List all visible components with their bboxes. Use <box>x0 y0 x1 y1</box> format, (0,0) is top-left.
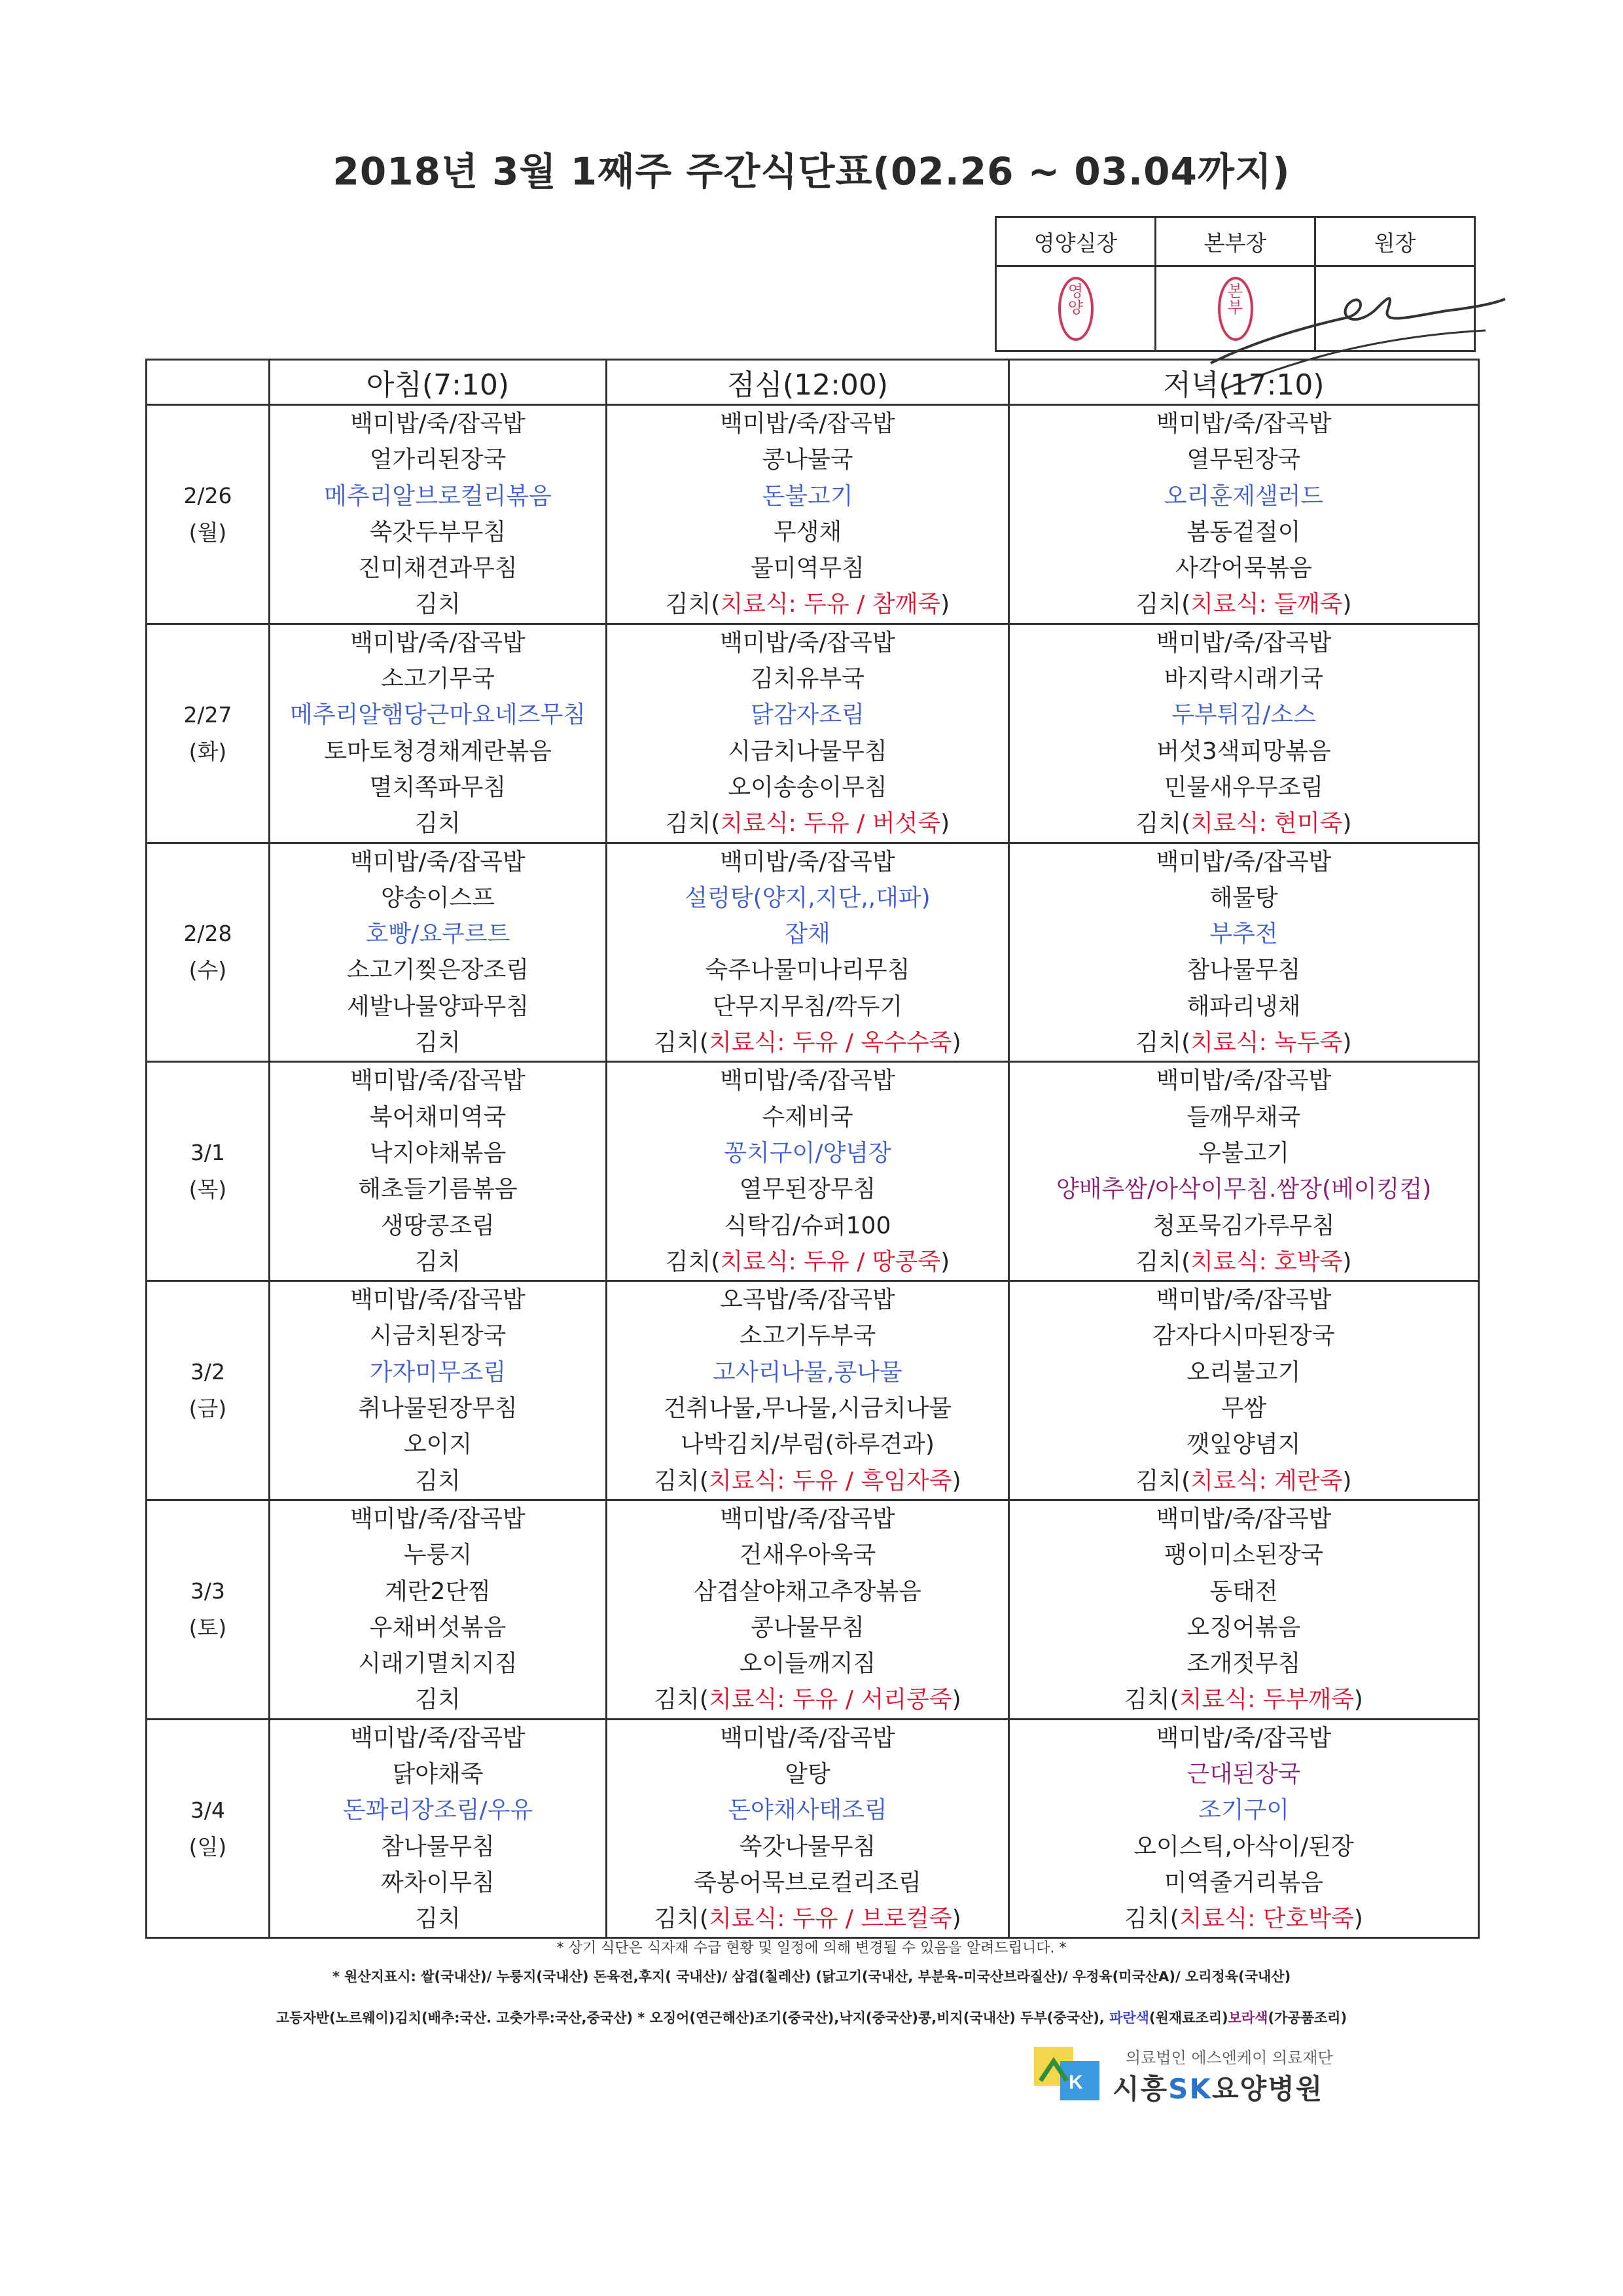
day-label-cell <box>147 1062 270 1281</box>
day-row <box>147 843 1479 1062</box>
menu-item: 백미밥/죽/잡곡밥 <box>1156 629 1332 656</box>
menu-item: 소고기무국 <box>381 665 495 693</box>
approval-label: 본부장 <box>1156 217 1315 266</box>
menu-item: 생땅콩조림 <box>381 1212 495 1239</box>
lunch-cell <box>607 1719 1009 1938</box>
menu-item: 백미밥/죽/잡곡밥 <box>1156 1286 1332 1314</box>
menu-item: 김치 <box>415 591 461 618</box>
therapeutic-diet-note: 치료식: 현미죽 <box>1190 810 1343 838</box>
menu-item: 바지락시래기국 <box>1164 665 1324 693</box>
menu-item: 백미밥/죽/잡곡밥 <box>1156 1724 1332 1752</box>
menu-item: 취나물된장무침 <box>358 1395 518 1422</box>
menu-item: 조개젓무침 <box>1186 1650 1301 1678</box>
menu-item: 청포묵김가루무침 <box>1152 1212 1335 1239</box>
menu-item: 고사리나물,콩나물 <box>713 1358 902 1386</box>
dinner-cell <box>1009 624 1479 843</box>
menu-item: 백미밥/죽/잡곡밥 <box>720 629 895 656</box>
menu-item: 김치(치료식: 두유 / 브로컬죽) <box>654 1905 961 1933</box>
menu-item: 봄동겉절이 <box>1186 518 1301 546</box>
origin-text-line2: 고등자반(노르웨이)김치(배추:국산. 고춧가루:국산,중국산) * 오징어(연근해산)조기(중국산),낙지(중국산)콩,비지(국내산) 두부(중국산), 파란색(원재료조리)보라색(가공품조리) <box>276 2010 1347 2026</box>
therapeutic-diet-note: 치료식: 들깨죽 <box>1190 591 1343 618</box>
lunch-cell <box>607 1281 1009 1500</box>
menu-item: 열무된장국 <box>1186 446 1301 474</box>
therapeutic-diet-note: 치료식: 계란죽 <box>1190 1467 1343 1494</box>
menu-item: 돈꽈리장조림/우유 <box>342 1797 533 1824</box>
therapeutic-diet-note: 치료식: 녹두죽 <box>1190 1029 1343 1057</box>
menu-item: 물미역무침 <box>751 555 865 582</box>
therapeutic-diet-note: 치료식: 두유 / 땅콩죽 <box>720 1248 941 1275</box>
menu-item: 오징어볶음 <box>1186 1614 1301 1641</box>
menu-item: 김치(치료식: 들깨죽) <box>1135 591 1352 618</box>
breakfast-header: 아침(7:10) <box>270 360 607 405</box>
menu-item: 오리불고기 <box>1186 1358 1301 1386</box>
therapeutic-diet-note: 치료식: 두유 / 흑임자죽 <box>708 1467 952 1494</box>
menu-item: 삼겹살야채고추장볶음 <box>694 1578 921 1605</box>
menu-item: 부추전 <box>1209 921 1278 948</box>
menu-item: 해물탕 <box>1209 884 1278 911</box>
menu-item: 누룽지 <box>403 1542 473 1569</box>
menu-item: 김치(치료식: 두유 / 버섯죽) <box>665 810 950 838</box>
menu-item: 잡채 <box>785 921 830 948</box>
day-weekday: (목) <box>188 1176 227 1203</box>
menu-item: 백미밥/죽/잡곡밥 <box>350 1724 526 1752</box>
approval-label: 영양실장 <box>996 217 1156 266</box>
menu-item: 김치(치료식: 호박죽) <box>1135 1248 1352 1275</box>
menu-item: 콩나물무침 <box>751 1614 865 1641</box>
menu-item: 소고기두부국 <box>739 1322 876 1350</box>
menu-item: 꽁치구이/양념장 <box>724 1139 891 1167</box>
seal-stamp-icon: 영 양 <box>1058 277 1094 341</box>
menu-item: 양송이스프 <box>381 884 495 911</box>
menu-item: 오이지 <box>403 1431 473 1458</box>
menu-item: 우불고기 <box>1198 1139 1290 1167</box>
menu-item: 백미밥/죽/잡곡밥 <box>350 848 526 875</box>
menu-item: 백미밥/죽/잡곡밥 <box>350 1505 526 1532</box>
therapeutic-diet-note: 치료식: 두유 / 브로컬죽 <box>708 1905 952 1933</box>
menu-item: 김치(치료식: 현미죽) <box>1135 810 1352 838</box>
lunch-cell <box>607 1500 1009 1719</box>
legend-blue: 파란색 <box>1109 2010 1149 2026</box>
day-label-cell <box>147 1719 270 1938</box>
breakfast-cell <box>270 1719 607 1938</box>
menu-item: 백미밥/죽/잡곡밥 <box>1156 410 1332 437</box>
menu-item: 식탁김/슈퍼100 <box>724 1212 891 1239</box>
day-label-cell <box>147 1281 270 1500</box>
page-title: 2018년 3월 1째주 주간식단표(02.26 ~ 03.04까지) <box>332 149 1291 194</box>
notice-text: * 상기 식단은 식자재 수급 현황 및 일정에 의해 변경될 수 있음을 알려드립니다. * <box>556 1940 1067 1956</box>
dinner-cell <box>1009 1281 1479 1500</box>
day-weekday: (토) <box>188 1614 227 1640</box>
menu-item: 김치 <box>415 1905 461 1933</box>
menu-item: 백미밥/죽/잡곡밥 <box>720 1724 895 1752</box>
dinner-header: 저녁(17:10) <box>1009 360 1479 405</box>
therapeutic-diet-note: 치료식: 두유 / 서리콩죽 <box>708 1686 952 1714</box>
menu-item: 김치(치료식: 계란죽) <box>1135 1467 1352 1494</box>
menu-item: 가자미무조림 <box>369 1358 507 1386</box>
menu-item: 사각어묵볶음 <box>1175 555 1312 582</box>
therapeutic-diet-note: 치료식: 호박죽 <box>1190 1248 1343 1275</box>
menu-item: 김치(치료식: 두유 / 땅콩죽) <box>665 1248 950 1275</box>
menu-item: 닭감자조림 <box>751 701 865 729</box>
day-date: 2/27 <box>183 701 232 728</box>
menu-item: 오이송송이무침 <box>728 773 887 801</box>
organization-name: 의료법인 에스엔케이 의료재단 <box>1126 2049 1333 2067</box>
menu-item: 얼가리된장국 <box>369 446 507 474</box>
breakfast-cell <box>270 405 607 624</box>
therapeutic-diet-note: 치료식: 두유 / 옥수수죽 <box>708 1029 952 1057</box>
menu-item: 감자다시마된장국 <box>1152 1322 1335 1350</box>
menu-item: 백미밥/죽/잡곡밥 <box>350 629 526 656</box>
menu-item: 동태전 <box>1209 1578 1278 1605</box>
hospital-name: 시흥SK요양병원 <box>1113 2073 1324 2105</box>
menu-item: 김치(치료식: 두유 / 흑임자죽) <box>654 1467 961 1494</box>
menu-item: 백미밥/죽/잡곡밥 <box>1156 848 1332 875</box>
menu-item: 근대된장국 <box>1186 1760 1301 1788</box>
day-weekday: (금) <box>188 1396 227 1422</box>
menu-item: 낙지야채볶음 <box>369 1139 507 1167</box>
menu-item: 북어채미역국 <box>369 1103 507 1131</box>
menu-item: 시금치나물무침 <box>728 737 887 765</box>
approval-label: 원장 <box>1315 217 1475 266</box>
lunch-cell <box>607 1062 1009 1281</box>
day-date: 3/3 <box>190 1578 226 1604</box>
svg-text:K: K <box>1069 2072 1083 2093</box>
menu-item: 백미밥/죽/잡곡밥 <box>720 410 895 437</box>
day-weekday: (월) <box>188 519 227 545</box>
breakfast-cell <box>270 1062 607 1281</box>
menu-body <box>147 405 1479 1938</box>
menu-item: 메추리알햄당근마요네즈무침 <box>289 701 586 729</box>
menu-item: 김치(치료식: 두유 / 참깨죽) <box>665 591 950 618</box>
menu-item: 백미밥/죽/잡곡밥 <box>720 848 895 875</box>
day-weekday: (수) <box>188 957 227 983</box>
dinner-cell <box>1009 843 1479 1062</box>
corner-header <box>147 360 270 405</box>
menu-item: 김치(치료식: 두부깨죽) <box>1124 1686 1363 1714</box>
menu-item: 단무지무침/깍두기 <box>712 993 903 1020</box>
menu-item: 백미밥/죽/잡곡밥 <box>350 1067 526 1095</box>
menu-item: 김치유부국 <box>751 665 865 693</box>
day-row <box>147 1719 1479 1938</box>
menu-item: 무생채 <box>773 518 842 546</box>
menu-item: 백미밥/죽/잡곡밥 <box>720 1067 895 1095</box>
menu-item: 시금치된장국 <box>369 1322 507 1350</box>
dinner-cell <box>1009 1719 1479 1938</box>
lunch-cell <box>607 624 1009 843</box>
menu-item: 오리훈제샐러드 <box>1164 482 1324 510</box>
day-date: 3/2 <box>190 1359 226 1385</box>
menu-item: 나박김치/부럼(하루견과) <box>681 1431 935 1458</box>
menu-item: 호빵/요쿠르트 <box>365 921 510 948</box>
menu-item: 우채버섯볶음 <box>369 1614 507 1641</box>
day-row <box>147 624 1479 843</box>
menu-item: 시래기멸치지짐 <box>358 1650 518 1678</box>
menu-item: 짜차이무침 <box>381 1869 495 1896</box>
menu-item: 무쌈 <box>1221 1395 1267 1422</box>
menu-item: 양배추쌈/아삭이무침.쌈장(베이킹컵) <box>1056 1176 1432 1203</box>
menu-item: 김치(치료식: 녹두죽) <box>1135 1029 1352 1057</box>
menu-item: 건새우아욱국 <box>739 1542 876 1569</box>
menu-item: 미역줄거리볶음 <box>1164 1869 1324 1896</box>
menu-item: 메추리알브로컬리볶음 <box>324 482 552 510</box>
menu-item: 오이들깨지짐 <box>739 1650 876 1678</box>
menu-item: 오곡밥/죽/잡곡밥 <box>720 1286 895 1314</box>
lunch-header: 점심(12:00) <box>607 360 1009 405</box>
menu-item: 멸치쪽파무침 <box>369 773 507 801</box>
menu-item: 세발나물양파무침 <box>346 993 529 1020</box>
menu-item: 해초들기름볶음 <box>358 1176 518 1203</box>
menu-item: 돈불고기 <box>762 482 853 510</box>
menu-item: 열무된장무침 <box>739 1176 876 1203</box>
menu-item: 들깨무채국 <box>1186 1103 1301 1131</box>
dinner-cell <box>1009 1500 1479 1719</box>
day-label-cell <box>147 843 270 1062</box>
day-label-cell <box>147 405 270 624</box>
menu-item: 깻잎양념지 <box>1186 1431 1301 1458</box>
therapeutic-diet-note: 치료식: 두유 / 참깨죽 <box>720 591 941 618</box>
menu-item: 백미밥/죽/잡곡밥 <box>350 1286 526 1314</box>
menu-item: 설렁탕(양지,지단,,대파) <box>685 884 931 911</box>
menu-item: 쑥갓나물무침 <box>739 1833 876 1860</box>
day-date: 2/28 <box>183 921 232 947</box>
menu-item: 토마토청경채계란볶음 <box>324 737 552 765</box>
menu-item: 수제비국 <box>762 1103 853 1131</box>
therapeutic-diet-note: 치료식: 단호박죽 <box>1179 1905 1354 1933</box>
breakfast-cell <box>270 843 607 1062</box>
menu-item: 돈야채사태조림 <box>728 1797 887 1824</box>
menu-item: 소고기찢은장조림 <box>346 957 529 984</box>
day-row <box>147 405 1479 624</box>
hospital-logo-icon <box>1031 2041 1103 2104</box>
menu-item: 김치(치료식: 단호박죽) <box>1124 1905 1363 1933</box>
breakfast-cell <box>270 624 607 843</box>
menu-item: 김치 <box>415 1029 461 1057</box>
therapeutic-diet-note: 치료식: 두부깨죽 <box>1179 1686 1354 1714</box>
menu-item: 김치 <box>415 810 461 838</box>
menu-item: 죽봉어묵브로컬리조림 <box>694 1869 921 1896</box>
menu-item: 쑥갓두부무침 <box>369 518 507 546</box>
menu-item: 민물새우무조림 <box>1164 773 1324 801</box>
dinner-cell <box>1009 1062 1479 1281</box>
menu-item: 조기구이 <box>1198 1797 1290 1824</box>
menu-item: 백미밥/죽/잡곡밥 <box>720 1505 895 1532</box>
menu-item: 닭야채죽 <box>392 1760 484 1788</box>
menu-item: 참나물무침 <box>1186 957 1301 984</box>
menu-item: 백미밥/죽/잡곡밥 <box>1156 1067 1332 1095</box>
menu-item: 팽이미소된장국 <box>1164 1542 1324 1569</box>
menu-item: 진미채견과무침 <box>358 555 518 582</box>
breakfast-cell <box>270 1500 607 1719</box>
day-label-cell <box>147 624 270 843</box>
menu-item: 콩나물국 <box>762 446 853 474</box>
menu-item: 해파리냉채 <box>1186 993 1301 1020</box>
menu-item: 참나물무침 <box>381 1833 495 1860</box>
day-weekday: (일) <box>188 1833 227 1860</box>
menu-item: 백미밥/죽/잡곡밥 <box>350 410 526 437</box>
breakfast-cell <box>270 1281 607 1500</box>
day-date: 3/1 <box>190 1140 226 1166</box>
weekly-menu-table <box>145 359 1480 1939</box>
menu-item: 알탕 <box>785 1760 830 1788</box>
therapeutic-diet-note: 치료식: 두유 / 버섯죽 <box>720 810 941 838</box>
lunch-cell <box>607 843 1009 1062</box>
menu-item: 김치(치료식: 두유 / 옥수수죽) <box>654 1029 961 1057</box>
menu-item: 백미밥/죽/잡곡밥 <box>1156 1505 1332 1532</box>
menu-item: 숙주나물미나리무침 <box>705 957 910 984</box>
origin-text-line1: * 원산지표시: 쌀(국내산)/ 누룽지(국내산) 돈육전,후지( 국내산)/ 삼겹(칠레산) (닭고기(국내산, 부분육-미국산브라질산)/ 우정육(미국산A)/ 오리정육(국내산) <box>332 1969 1291 1985</box>
dinner-cell <box>1009 405 1479 624</box>
menu-item: 김치 <box>415 1686 461 1714</box>
day-label-cell <box>147 1500 270 1719</box>
legend-purple: 보라색 <box>1228 2010 1268 2026</box>
day-weekday: (화) <box>188 738 227 764</box>
day-row <box>147 1281 1479 1500</box>
menu-item: 버섯3색피망볶음 <box>1156 737 1331 765</box>
day-date: 3/4 <box>190 1797 226 1823</box>
menu-item: 건취나물,무나물,시금치나물 <box>663 1395 952 1422</box>
day-date: 2/26 <box>183 482 232 508</box>
menu-item: 계란2단찜 <box>384 1578 491 1605</box>
menu-item: 오이스틱,아삭이/된장 <box>1133 1833 1354 1860</box>
seal-stamp-icon: 본 부 <box>1218 277 1253 341</box>
menu-item: 김치 <box>415 1248 461 1275</box>
approval-stamp-cell <box>996 266 1156 351</box>
menu-item: 김치(치료식: 두유 / 서리콩죽) <box>654 1686 961 1714</box>
day-row <box>147 1062 1479 1281</box>
lunch-cell <box>607 405 1009 624</box>
menu-item: 두부튀김/소스 <box>1171 701 1316 729</box>
day-row <box>147 1500 1479 1719</box>
menu-item: 김치 <box>415 1467 461 1494</box>
